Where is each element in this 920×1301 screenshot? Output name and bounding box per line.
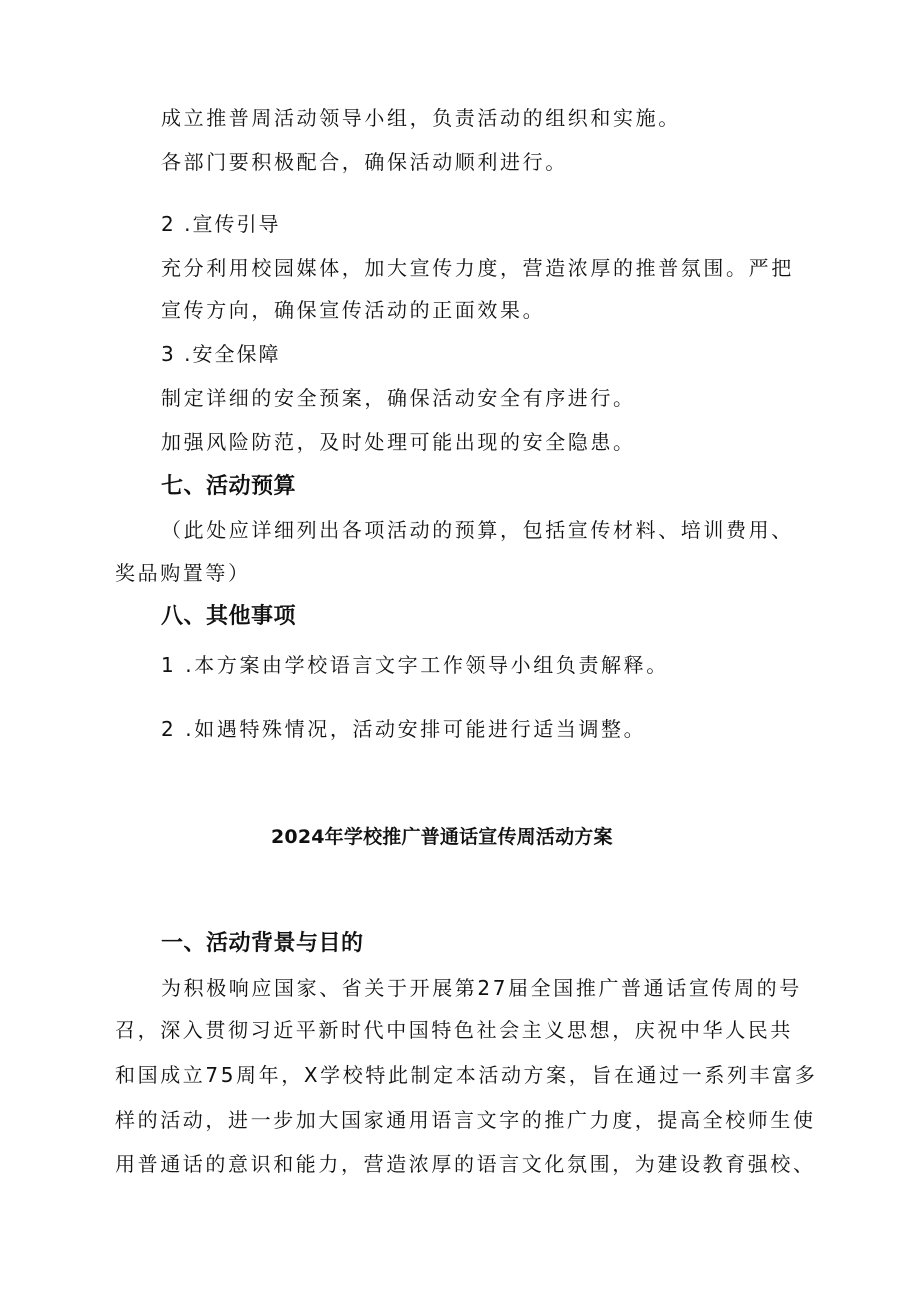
section-heading: 八、其他事项 — [161, 604, 297, 629]
text-line: 加强风险防范，及时处理可能出现的安全隐患。 — [161, 430, 636, 454]
text-line: 制定详细的安全预案，确保活动安全有序进行。 — [161, 386, 636, 410]
text-line: （此处应详细列出各项活动的预算，包括宣传材料、培训费用、 — [161, 518, 794, 542]
section-heading: 七、活动预算 — [161, 474, 297, 499]
text-line: 充分利用校园媒体，加大宣传力度，营造浓厚的推普氛围。严把 — [161, 256, 794, 280]
list-item-title: 3 .安全保障 — [161, 342, 281, 366]
section-heading: 一、活动背景与目的 — [161, 931, 364, 956]
paragraph-line: 为积极响应国家、省关于开展第27届全国推广普通话宣传周的号 — [161, 976, 802, 1000]
paragraph-line: 用普通话的意识和能力，营造浓厚的语言文化氛围，为建设教育强校、 — [115, 1152, 816, 1176]
paragraph-line: 和国成立75周年，X学校特此制定本活动方案，旨在通过一系列丰富多 — [115, 1063, 818, 1087]
text-line: 奖品购置等） — [115, 561, 251, 585]
paragraph-line: 样的活动，进一步加大国家通用语言文字的推广力度，提高全校师生使 — [115, 1108, 816, 1132]
text-line: 宣传方向，确保宣传活动的正面效果。 — [161, 298, 546, 322]
text-line: 成立推普周活动领导小组，负责活动的组织和实施。 — [161, 106, 681, 130]
list-item: 2 .如遇特殊情况，活动安排可能进行适当调整。 — [161, 717, 647, 741]
list-item: 1 .本方案由学校语言文字工作领导小组负责解释。 — [161, 653, 669, 677]
document-title: 2024年学校推广普通话宣传周活动方案 — [271, 826, 613, 848]
text-line: 各部门要积极配合，确保活动顺利进行。 — [161, 150, 568, 174]
list-item-title: 2 .宣传引导 — [161, 212, 281, 236]
paragraph-line: 召，深入贯彻习近平新时代中国特色社会主义思想，庆祝中华人民共 — [115, 1018, 793, 1042]
